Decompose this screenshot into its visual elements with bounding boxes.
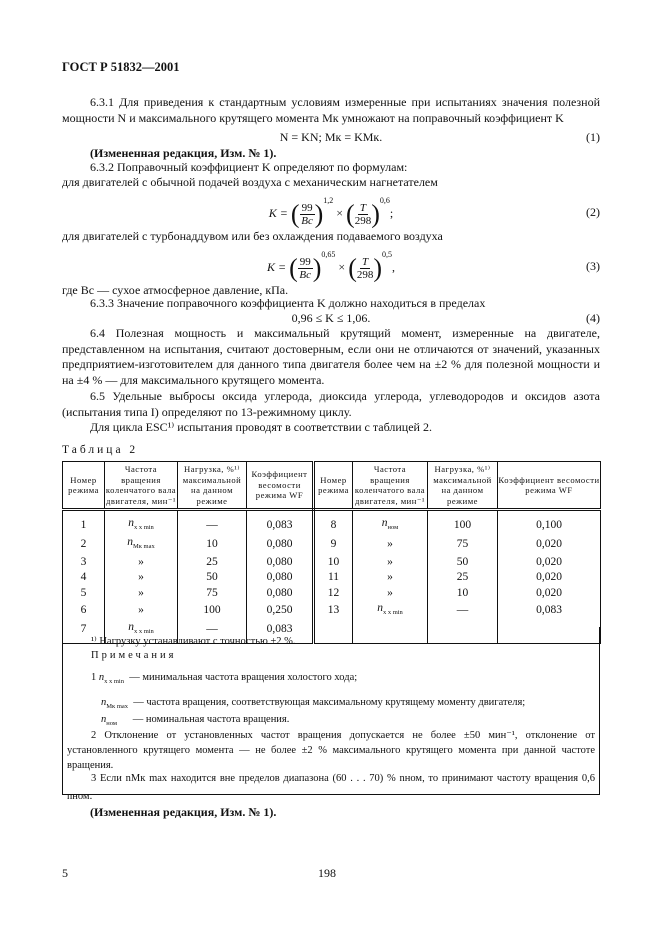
table-cell: 0,083 xyxy=(498,601,601,620)
subscript: х х min xyxy=(382,609,403,617)
table-cell: 0,080 xyxy=(247,586,314,601)
table-cell: 2 xyxy=(63,535,105,554)
subscript: Mк max xyxy=(106,703,129,710)
equation-number: (2) xyxy=(586,205,600,219)
punct: ; xyxy=(389,206,394,220)
where-clause: где Bс — сухое атмосферное давление, кПа. xyxy=(62,283,289,297)
equation-number: (4) xyxy=(586,311,600,325)
note-text: — частота вращения, соответствующая максимальному крутящему моменту двигателя; xyxy=(133,697,526,708)
column-header: Коэффициент весомости режима WF xyxy=(498,462,601,510)
table-cell: 75 xyxy=(178,586,247,601)
symbol: n xyxy=(101,697,107,708)
equation-number: (1) xyxy=(586,130,600,144)
footnote: ¹⁾ Нагрузку устанавливают с точностью ±2 %. xyxy=(91,636,296,647)
column-header: Нагрузка, %¹⁾ максимальной на данном режиме xyxy=(178,462,247,510)
table-cell: 100 xyxy=(178,601,247,620)
column-header: Частота вращения коленчатого вала двигателя, мин⁻¹ xyxy=(353,462,428,510)
numerator: 99 xyxy=(301,201,313,214)
note-number: 1 xyxy=(91,672,97,683)
table-cell: » xyxy=(353,555,428,570)
exponent: 0,5 xyxy=(382,250,393,259)
notes-title: Примечания xyxy=(91,650,177,661)
table-cell: 25 xyxy=(178,555,247,570)
paragraph-6-4: 6.4 Полезная мощность и максимальный крутящий момент, измеренные на двигателе, представленном на испытания, считают достоверным, если они не отличаются от значений, указанных предприятием-изготовителем для данного типа двигателя более чем на ±2 % для полезной мощности и на ±4 % — для максимального крутящего момента. xyxy=(62,326,600,387)
paragraph-text: для двигателей с турбонаддувом или без охлаждения подаваемого воздуха xyxy=(62,229,443,243)
equation-4 xyxy=(62,311,600,327)
table-row xyxy=(63,601,601,620)
table-cell: » xyxy=(105,586,178,601)
symbol: n xyxy=(127,536,133,549)
table-cell: 0,020 xyxy=(498,586,601,601)
punct: , xyxy=(392,260,396,274)
table-cell: 3 xyxy=(63,555,105,570)
table-cell: » xyxy=(105,601,178,620)
symbol: n xyxy=(98,672,105,683)
subscript: ном xyxy=(387,524,399,531)
denominator: Bс xyxy=(299,268,312,281)
column-header: Частота вращения коленчатого вала двигателя, мин⁻¹ xyxy=(105,462,178,510)
exponent: 1,2 xyxy=(323,196,334,205)
equation-number: (3) xyxy=(586,259,600,273)
subscript: х х min xyxy=(133,524,154,531)
fraction xyxy=(357,256,374,281)
times-sign: × xyxy=(338,260,346,274)
table-cell xyxy=(105,510,178,536)
table-cell: 8 xyxy=(314,510,353,536)
table-cell: » xyxy=(353,586,428,601)
table-cell: — xyxy=(178,620,247,643)
column-header: Номер режима xyxy=(314,462,353,510)
note-text: — минимальная частота вращения холостого хода; xyxy=(129,672,358,683)
table-cell: 9 xyxy=(314,535,353,554)
table-row xyxy=(63,510,601,536)
note-1 xyxy=(91,672,357,685)
symbol: n xyxy=(128,621,134,634)
table-cell: 10 xyxy=(428,586,498,601)
table-cell: 11 xyxy=(314,570,353,585)
eq-lhs: K = xyxy=(266,260,287,274)
equation-4-body: 0,96 ≤ K ≤ 1,06. xyxy=(291,311,371,325)
table-cell: 7 xyxy=(63,620,105,643)
eq-lhs: K = xyxy=(268,206,288,220)
paragraph-6-3-3: 6.3.3 Значение поправочного коэффициента K должно находиться в пределах xyxy=(90,296,486,310)
table-row xyxy=(63,586,601,601)
table-row xyxy=(63,555,601,570)
page-number-left: 5 xyxy=(62,866,68,880)
table-cell: 0,080 xyxy=(247,570,314,585)
table-cell: » xyxy=(353,570,428,585)
table-cell xyxy=(353,601,428,620)
column-header: Нагрузка, %¹⁾ максимальной на данном режиме xyxy=(428,462,498,510)
symbol: n xyxy=(128,517,134,529)
paragraph-esc: Для цикла ESC¹⁾ испытания проводят в соответствии с таблицей 2. xyxy=(90,420,432,434)
table-cell: 0,100 xyxy=(498,510,601,536)
table-cell: 50 xyxy=(428,555,498,570)
table-cell: 13 xyxy=(314,601,353,620)
table-cell: 4 xyxy=(63,570,105,585)
amendment-note: (Измененная редакция, Изм. № 1). xyxy=(90,805,277,819)
table-cell: 0,250 xyxy=(247,601,314,620)
denominator: Bс xyxy=(301,214,313,227)
symbol: n xyxy=(381,517,388,529)
table-notes xyxy=(62,627,600,802)
table-cell: 0,083 xyxy=(247,620,314,643)
table-cell: 12 xyxy=(314,586,353,601)
symbol: n xyxy=(101,714,107,725)
subscript: х х min xyxy=(104,678,124,685)
table-cell: 0,020 xyxy=(498,535,601,554)
table-cell: 75 xyxy=(428,535,498,554)
numerator: 99 xyxy=(299,255,311,268)
numerator: T xyxy=(359,201,366,214)
column-header: Коэффициент весомости режима WF xyxy=(247,462,314,510)
fraction xyxy=(300,202,315,227)
table-cell: » xyxy=(105,555,178,570)
table-caption: Таблица 2 xyxy=(62,444,139,456)
fraction xyxy=(355,202,372,227)
equation-3: K = ( $\frac{99}{Bс}$ )$^{0,65}$ × ( $\frac{T}{298}$ )$^{0,5}$, (3) xyxy=(266,250,600,283)
table-cell: 0,020 xyxy=(498,570,601,585)
subscript: х х min xyxy=(133,628,154,636)
paragraph-text: для двигателей с обычной подачей воздуха с механическим нагнетателем xyxy=(62,175,438,189)
paragraph-6-3-1: 6.3.1 Для приведения к стандартным условиям измеренные при испытаниях значения полезной мощности N и максимального крутящего момента Mк умножают на поправочный коэффициент K xyxy=(62,95,600,125)
paragraph-6-5: 6.5 Удельные выбросы оксида углерода, диоксида углерода, углеводородов и оксидов азота (испытания типа I) определяют по 13-режимному циклу. xyxy=(62,389,600,419)
table-cell: 0,020 xyxy=(498,555,601,570)
table-cell: 5 xyxy=(63,586,105,601)
exponent: 0,65 xyxy=(321,250,336,259)
note-2: 2 Отклонение от установленных частот вращения допускается не более ±50 мин⁻¹, отклонение от установленного крутящего момента — не более ±2 % максимального крутящего момента при данной частоте вращения. xyxy=(67,730,595,771)
paragraph-6-3-2: 6.3.2 Поправочный коэффициент K определяют по формулам: xyxy=(90,160,408,174)
table-cell: — xyxy=(178,510,247,536)
amendment-note: (Измененная редакция, Изм. № 1). xyxy=(90,146,277,160)
note-1b xyxy=(101,697,525,710)
table-cell: 0,083 xyxy=(247,510,314,536)
subscript: ном xyxy=(106,720,117,727)
subscript: Mк max xyxy=(132,543,155,551)
page-number-center: 198 xyxy=(318,866,336,880)
table-cell: » xyxy=(105,570,178,585)
table-cell: 10 xyxy=(314,555,353,570)
document-header: ГОСТ Р 51832—2001 xyxy=(62,60,180,74)
table-2 xyxy=(62,461,601,644)
table-cell: 100 xyxy=(428,510,498,536)
equation-2: K = ( $\frac{99}{Bс}$ )$^{1,2}$ × ( $\frac{T}{298}$ )$^{0,6}$; (2) xyxy=(268,196,600,229)
table-cell: 10 xyxy=(178,535,247,554)
exponent: 0,6 xyxy=(379,196,390,205)
numerator: T xyxy=(362,255,369,268)
equation-1-body: N = KN; Mк = KMк. xyxy=(279,130,383,144)
fraction xyxy=(298,256,313,281)
denominator: 298 xyxy=(354,214,372,227)
table-header-row xyxy=(63,462,601,510)
table-cell: — xyxy=(428,601,498,620)
symbol: n xyxy=(377,602,383,615)
times-sign: × xyxy=(336,206,344,220)
note-text: — номинальная частота вращения. xyxy=(132,714,290,725)
table-cell xyxy=(353,510,428,536)
table-cell: 25 xyxy=(428,570,498,585)
denominator: 298 xyxy=(356,268,374,281)
table-cell: 1 xyxy=(63,510,105,536)
column-header: Номер режима xyxy=(63,462,105,510)
table-cell: 6 xyxy=(63,601,105,620)
table-row xyxy=(63,535,601,554)
table-cell: 0,080 xyxy=(247,535,314,554)
table-cell: » xyxy=(353,535,428,554)
table-body xyxy=(63,510,601,644)
table-row xyxy=(63,570,601,585)
table-cell: 0,080 xyxy=(247,555,314,570)
note-1c xyxy=(101,714,289,727)
table-cell: 50 xyxy=(178,570,247,585)
note-3: 3 Если nMк max находится вне пределов диапазона (60 . . . 70) % nном, то принимают частоту вращения 0,6 nном. xyxy=(67,773,595,802)
table-cell xyxy=(105,535,178,554)
